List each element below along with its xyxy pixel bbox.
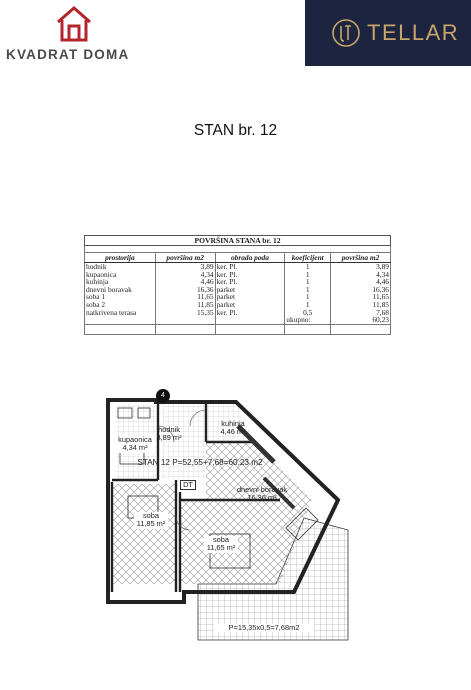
net-area: 16,36 [331,286,391,294]
room-left-floor [112,484,176,584]
coefficient: 1 [285,301,331,309]
table-row [85,286,391,294]
room-area: 11,65 [155,293,215,301]
table-caption: POVRŠINA STANA br. 12 [85,236,391,246]
room-label-area: 16,36 m² [247,493,277,503]
net-area: 7,68 [331,309,391,317]
floor-plan [98,392,360,650]
room-label-area: 4,34 m² [122,443,148,453]
floor-finish: parket [215,293,285,301]
room-label-name: soba [142,511,160,520]
table-total-row [85,316,391,324]
terrace-label: P=15,35x0,5=7,68m2 [214,624,314,632]
room-label-name: kupaonica [118,435,152,444]
table-row [85,263,391,271]
right-brand-name: TELLAR [367,20,460,45]
entrance-marker-label: 4 [161,392,165,399]
column-header: prostorija [85,253,156,263]
tellar-logo [305,0,471,66]
room-label-soba-center [204,536,238,553]
room-area: 15,35 [155,309,215,317]
room-area: 4,46 [155,278,215,286]
total-label: ukupno: [285,316,331,324]
room-label-name: kuhinja [221,419,245,428]
room-area: 16,36 [155,286,215,294]
coefficient: 1 [285,293,331,301]
net-area: 3,89 [331,263,391,271]
column-header: površina m2 [331,253,391,263]
room-area: 11,85 [155,301,215,309]
floor-finish: ker. Pl. [215,278,285,286]
room-name: soba 1 [85,293,156,301]
room-name: natkrivena terasa [85,309,156,317]
room-label-name: hodnik [158,425,180,434]
room-label-kuhinja [216,420,250,437]
room-label-area: 4,46 m² [220,427,246,437]
room-label-name: soba [212,535,230,544]
house-logo-icon [54,4,94,44]
table-row [85,293,391,301]
room-label-area: 3,89 m² [156,433,182,443]
net-area: 4,46 [331,278,391,286]
net-area: 11,65 [331,293,391,301]
room-name: hodnik [85,263,156,271]
unit-area-label: STAN 12 P=52,55+7,68=60,23 m2 [137,458,263,467]
apartment-title: STAN br. 12 [193,122,278,139]
column-header: površina m2 [155,253,215,263]
area-table [84,235,391,335]
total-value: 60,23 [331,316,391,324]
room-name: kupaonica [85,271,156,279]
tellar-mark-icon [331,18,361,48]
room-label-hodnik [154,426,184,443]
room-name: soba 2 [85,301,156,309]
coefficient: 1 [285,286,331,294]
room-label-kupaonica [116,436,154,453]
floor-finish: ker. Pl. [215,263,285,271]
column-header: obrada poda [215,253,285,263]
coefficient: 0,5 [285,309,331,317]
room-label-name: dnevni boravak [236,485,288,494]
room-label-area: 11,85 m² [136,519,166,529]
column-header: koeficijent [285,253,331,263]
floor-finish: parket [215,301,285,309]
room-label-soba-left [134,512,168,529]
net-area: 4,34 [331,271,391,279]
table-row [85,271,391,279]
left-brand-name: KVADRAT DOMA [6,47,130,62]
room-name: dnevni boravak [85,286,156,294]
kvadrat-doma-logo [6,0,146,70]
entrance-marker [156,389,170,403]
net-area: 11,85 [331,301,391,309]
coefficient: 1 [285,271,331,279]
room-label-dnevni-boravak [234,486,290,503]
coefficient: 1 [285,263,331,271]
table-row [85,309,391,317]
room-label-area: 11,65 m² [206,543,236,553]
room-area: 4,34 [155,271,215,279]
floor-finish: ker. Pl. [215,309,285,317]
coefficient: 1 [285,278,331,286]
room-name: kuhinja [85,278,156,286]
dt-label: DT [180,480,196,490]
floor-finish: parket [215,286,285,294]
floor-finish: ker. Pl. [215,271,285,279]
table-header-row [85,253,391,263]
room-area: 3,89 [155,263,215,271]
